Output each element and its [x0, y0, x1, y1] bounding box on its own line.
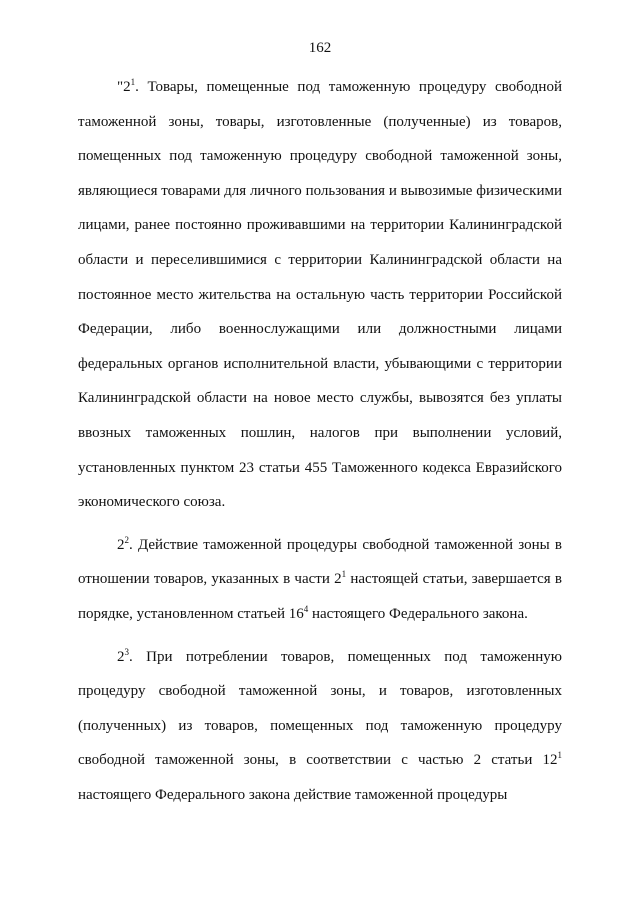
paragraph-text: настоящего Федерального закона.: [308, 605, 528, 622]
paragraph-text: "2: [117, 79, 131, 95]
paragraph-text: настоящего Федерального закона действие таможенной процедуры: [78, 786, 508, 803]
superscript: 1: [341, 569, 347, 580]
paragraph-2-1: [78, 70, 562, 520]
paragraph-text: . Товары, помещенные под таможенную процедуру свободной таможенной зоны, товары, изготовленные (полученные) из товаров, помещенных под таможенную процедуру свободной таможенной зоны, являющиеся товарами для личного пользования и вывозимые физическими лицами, ранее постоянно проживавшими на территории Калининградской области и переселившимися с территории Калининградской области на постоянное место жительства на остальную часть территории Российской Федерации, либо военнослужащими или должностными лицами федеральных органов исполнительной власти, убывающими с территории Калининградской области на новое место службы, вывозятся без уплаты ввозных таможенных пошлин, налогов при выполнении условий, установленных пунктом 23 статьи 455 Таможенного кодекса Евразийского экономического союза.: [78, 79, 562, 511]
document-body: [78, 70, 562, 812]
paragraph-text: 2: [117, 648, 125, 665]
superscript: 1: [130, 77, 136, 87]
paragraph-2-2: [78, 528, 562, 632]
superscript: 2: [124, 534, 129, 545]
paragraph-text: . Действие таможенной процедуры свободной таможенной зоны в отношении товаров, указанных в части 2: [78, 536, 562, 588]
paragraph-2-3: [78, 640, 562, 813]
page-number: 162: [308, 40, 332, 56]
paragraph-text: 2: [117, 536, 125, 553]
paragraph-text: . При потреблении товаров, помещенных под таможенную процедуру свободной таможенной зоны, и товаров, изготовленных (полученных) из товаров, помещенных под таможенную процедуру свободной таможенной зоны, в соответствии с частью 2 статьи 12: [78, 648, 562, 769]
superscript: 4: [303, 603, 309, 614]
superscript: 3: [124, 646, 129, 657]
paragraph-text: настоящей статьи, завершается в порядке, установленном статьей 16: [78, 571, 562, 622]
superscript: 1: [557, 750, 562, 761]
